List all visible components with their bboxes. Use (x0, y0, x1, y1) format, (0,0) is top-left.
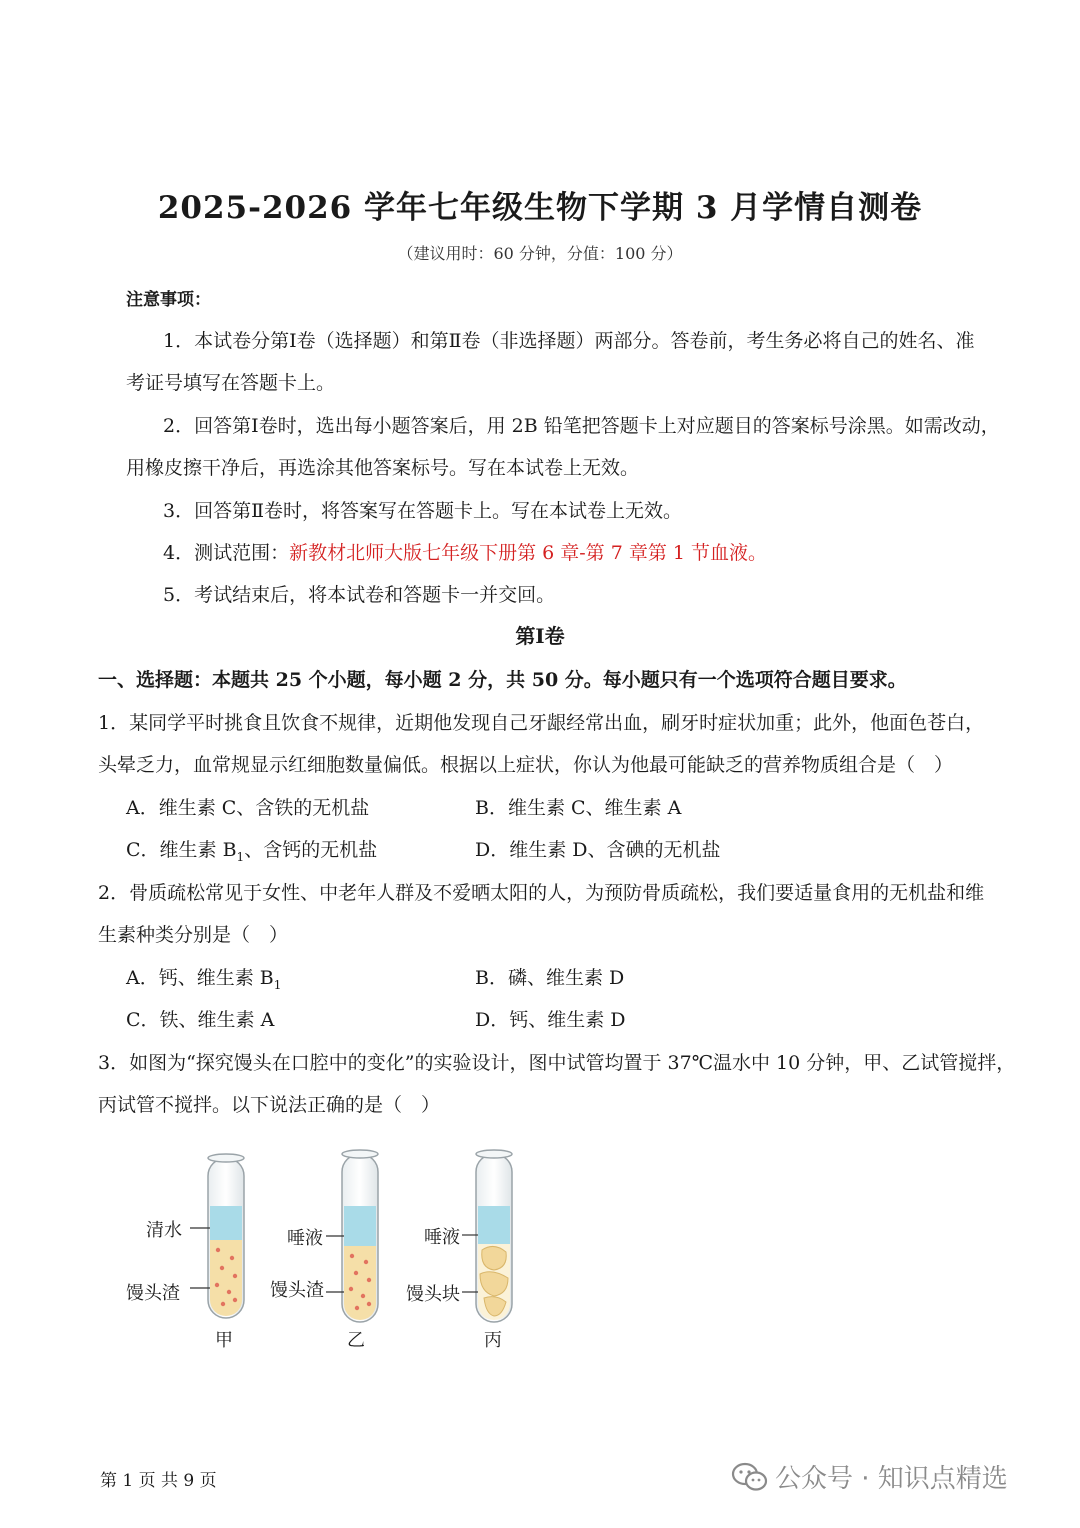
tube-jia (190, 1154, 244, 1318)
tube-bing-liquid-label: 唾液 (424, 1227, 460, 1248)
notice-item-3: 3．回答第Ⅱ卷时，将答案写在答题卡上。写在本试卷上无效。 (163, 500, 683, 522)
question-1-option-c-pre: C．维生素 B (126, 839, 237, 861)
page-number: 第 1 页 共 9 页 (100, 1471, 217, 1491)
tube-jia-solid-label: 馒头渣 (126, 1283, 180, 1304)
question-1-option-b: B．维生素 C、维生素 A (475, 797, 682, 819)
question-1-option-d: D．维生素 D、含碘的无机盐 (475, 839, 721, 861)
notice-item-1-line-2: 考证号填写在答题卡上。 (126, 372, 336, 394)
question-3-line-2: 丙试管不搅拌。以下说法正确的是（ ） (98, 1094, 441, 1116)
notice-item-4 (163, 538, 767, 565)
section-title: 第Ⅰ卷 (515, 624, 565, 648)
question-2-line-1: 2．骨质疏松常见于女性、中老年人群及不爱晒太阳的人，为预防骨质疏松，我们要适量食用的无机盐和维 (98, 882, 985, 904)
tube-yi (326, 1150, 378, 1322)
tube-bing-solid-label: 馒头块 (406, 1284, 460, 1305)
question-2-option-c: C．铁、维生素 A (126, 1009, 275, 1031)
page-title: 2025-2026 学年七年级生物下学期 3 月学情自测卷 (157, 190, 923, 226)
tube-bing (462, 1150, 512, 1322)
question-1-option-c-post: 、含钙的无机盐 (244, 839, 378, 861)
notice-item-5: 5．考试结束后，将本试卷和答题卡一并交回。 (163, 584, 556, 606)
page-subtitle: （建议用时：60 分钟，分值：100 分） (397, 244, 683, 263)
question-1-line-2: 头晕乏力，血常规显示红细胞数量偏低。根据以上症状，你认为他最可能缺乏的营养物质组合是（ ） (98, 754, 954, 776)
tube-bing-name: 丙 (484, 1330, 502, 1351)
section-instruction: 一、选择题：本题共 25 个小题，每小题 2 分，共 50 分。每小题只有一个选项符合题目要求。 (98, 669, 907, 691)
question-1-line-1: 1．某同学平时挑食且饮食不规律，近期他发现自己牙龈经常出血，刷牙时症状加重；此外，他面色苍白， (98, 712, 985, 734)
tube-yi-liquid-label: 唾液 (287, 1228, 323, 1249)
question-1-option-a: A．维生素 C、含铁的无机盐 (126, 797, 370, 819)
notice-item-1-line-1: 1．本试卷分第Ⅰ卷（选择题）和第Ⅱ卷（非选择题）两部分。答卷前，考生务必将自己的姓名、准 (163, 330, 975, 352)
notice-item-2-line-1: 2．回答第Ⅰ卷时，选出每小题答案后，用 2B 铅笔把答题卡上对应题目的答案标号涂黑。如需改动， (163, 415, 1000, 437)
notice-item-4-prefix: 4．测试范围： (163, 542, 290, 564)
question-2-option-a (126, 963, 281, 992)
question-2-option-b: B．磷、维生素 D (475, 967, 625, 989)
tube-jia-liquid-label: 清水 (146, 1220, 182, 1241)
question-1-option-c-sub: 1 (236, 849, 245, 864)
question-2-option-d: D．钙、维生素 D (475, 1009, 626, 1031)
question-2-line-2: 生素种类分别是（ ） (98, 924, 289, 946)
question-2-option-a-pre: A．钙、维生素 B (126, 967, 274, 989)
watermark-text: 公众号 · 知识点精选 (775, 1464, 1008, 1494)
notice-item-2-line-2: 用橡皮擦干净后，再选涂其他答案标号。写在本试卷上无效。 (126, 457, 640, 479)
wechat-icon (731, 1461, 769, 1493)
test-range: 新教材北师大版七年级下册第 6 章-第 7 章第 1 节血液。 (289, 542, 768, 564)
question-2-option-a-sub: 1 (273, 977, 282, 992)
watermark (731, 1458, 1008, 1495)
question-1-option-c (126, 835, 377, 864)
tube-jia-name: 甲 (215, 1330, 233, 1351)
tube-yi-name: 乙 (347, 1330, 365, 1351)
question-3-line-1: 3．如图为“探究馒头在口腔中的变化”的实验设计，图中试管均置于 37℃温水中 10 分钟，甲、乙试管搅拌， (98, 1052, 1016, 1074)
tube-yi-solid-label: 馒头渣 (270, 1280, 324, 1301)
notice-heading: 注意事项： (126, 290, 211, 310)
